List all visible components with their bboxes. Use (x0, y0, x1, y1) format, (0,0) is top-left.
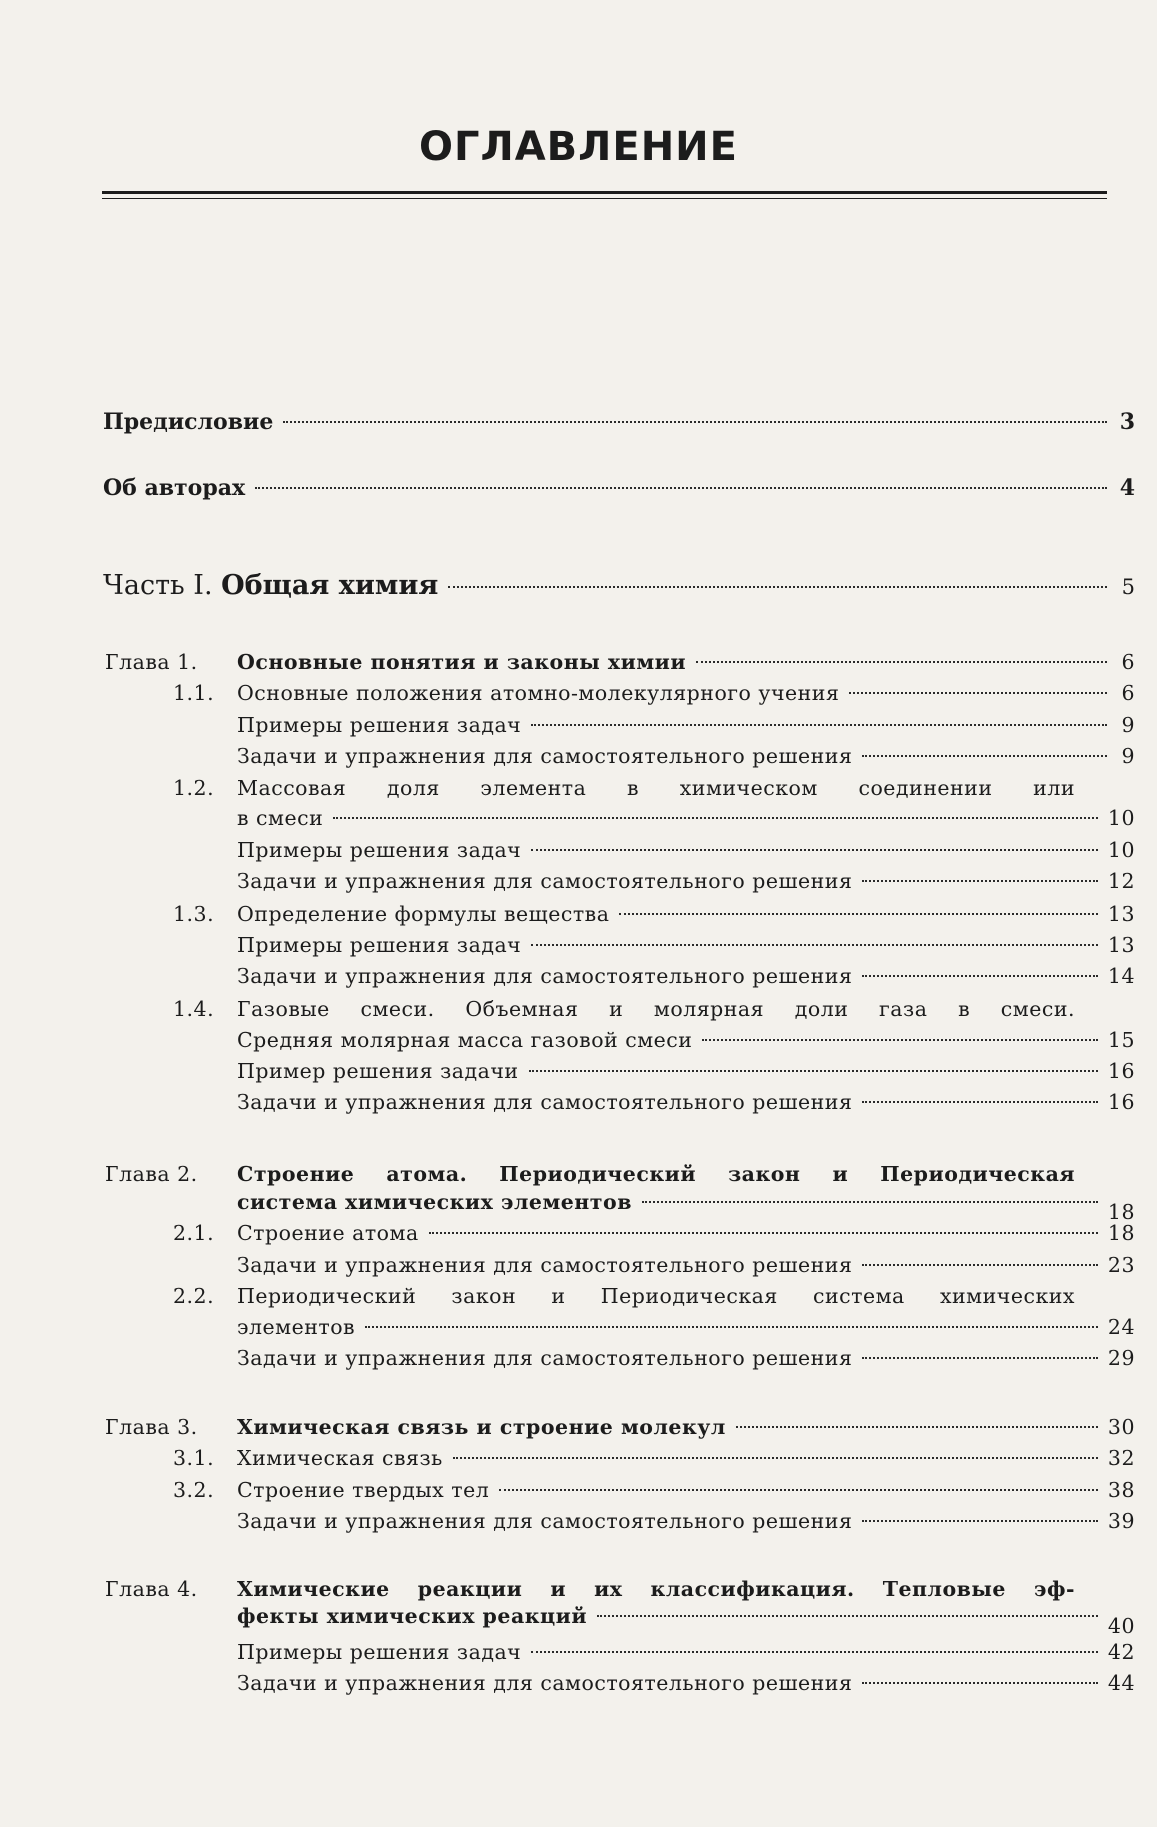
section-number-1-2: 1.2. (173, 776, 215, 800)
dot-leader (453, 1457, 1098, 1459)
section-title: Определение формулы вещества (237, 902, 610, 926)
entry-page: 44 (1107, 1671, 1135, 1695)
toc-section-3-2[interactable] (173, 1478, 1135, 1502)
dot-leader (255, 487, 1107, 489)
toc-entry-authors[interactable] (103, 475, 1135, 501)
chapter-label: Глава 1. (105, 650, 198, 674)
toc-entry-part-1[interactable] (103, 570, 1135, 601)
entry-page: 16 (1107, 1059, 1135, 1083)
toc-entry-4-tasks[interactable] (237, 1671, 1135, 1695)
section-title: Основные положения атомно-молекулярного учения (237, 681, 840, 705)
section-title-2-2-line1[interactable]: Периодический закон и Периодическая система химических (237, 1284, 1075, 1308)
toc-entry-1-2-examples[interactable] (237, 838, 1135, 862)
section-title: Строение атома (237, 1221, 419, 1245)
section-title-line2: Средняя молярная масса газовой смеси (237, 1028, 693, 1052)
toc-chapter-4[interactable] (237, 1604, 1135, 1638)
entry-page: 3 (1119, 409, 1135, 435)
toc-chapter-1[interactable] (105, 650, 1135, 674)
entry-label: Об авторах (103, 475, 246, 501)
dot-leader (642, 1201, 1098, 1203)
section-title-line2: в смеси (237, 806, 324, 830)
chapter-label-2: Глава 2. (105, 1162, 198, 1186)
toc-entry-1-1-tasks[interactable] (237, 744, 1135, 768)
section-title: Строение твердых тел (237, 1478, 490, 1502)
entry-page: 24 (1107, 1315, 1135, 1339)
section-title-1-2-line1[interactable]: Массовая доля элемента в химическом соединении или (237, 776, 1075, 800)
section-number-1-4: 1.4. (173, 997, 215, 1021)
entry-page: 4 (1119, 475, 1135, 501)
dot-leader (862, 975, 1098, 977)
entry-page: 23 (1107, 1253, 1135, 1277)
dot-leader (365, 1326, 1098, 1328)
toc-section-2-1[interactable] (173, 1221, 1135, 1245)
entry-page: 13 (1107, 902, 1135, 926)
entry-label: Примеры решения задач (237, 838, 522, 862)
toc-entry-1-1-examples[interactable] (237, 713, 1135, 737)
dot-leader (531, 724, 1107, 726)
section-title: Химическая связь (237, 1446, 443, 1470)
entry-label: Задачи и упражнения для самостоятельного решения (237, 1090, 853, 1114)
toc-chapter-2[interactable] (237, 1190, 1135, 1224)
toc-section-1-4[interactable] (237, 1028, 1135, 1052)
chapter-title-line2: система химических элементов (237, 1190, 632, 1214)
toc-entry-3-2-tasks[interactable] (237, 1509, 1135, 1533)
entry-page: 5 (1121, 575, 1135, 599)
section-number: 1.1. (173, 681, 215, 705)
chapter-title: Химическая связь и строение молекул (237, 1415, 726, 1439)
dot-leader (862, 1520, 1098, 1522)
dot-leader (448, 586, 1107, 588)
entry-label: Задачи и упражнения для самостоятельного решения (237, 1346, 853, 1370)
entry-page: 18 (1107, 1200, 1135, 1224)
toc-chapter-3[interactable] (105, 1415, 1135, 1439)
entry-label: Задачи и упражнения для самостоятельного решения (237, 1253, 853, 1277)
dot-leader (531, 1651, 1098, 1653)
toc-entry-4-examples[interactable] (237, 1640, 1135, 1664)
title-rule-thick (102, 191, 1107, 194)
dot-leader (862, 1682, 1098, 1684)
entry-page: 9 (1121, 744, 1135, 768)
chapter-title-2-line1[interactable]: Строение атома. Периодический закон и Периодическая (237, 1162, 1075, 1186)
chapter-label-4: Глава 4. (105, 1577, 198, 1601)
entry-page: 15 (1107, 1028, 1135, 1052)
entry-page: 9 (1121, 713, 1135, 737)
entry-page: 38 (1107, 1478, 1135, 1502)
dot-leader (849, 692, 1107, 694)
entry-page: 32 (1107, 1446, 1135, 1470)
entry-page: 10 (1107, 806, 1135, 830)
entry-page: 42 (1107, 1640, 1135, 1664)
section-number: 3.2. (173, 1478, 215, 1502)
entry-page: 39 (1107, 1509, 1135, 1533)
dot-leader (531, 944, 1098, 946)
entry-label: Примеры решения задач (237, 713, 522, 737)
dot-leader (529, 1070, 1098, 1072)
chapter-title-line2: фекты химических реакций (237, 1604, 588, 1628)
section-title-line2: элементов (237, 1315, 356, 1339)
toc-entry-1-4-example[interactable] (237, 1059, 1135, 1083)
dot-leader (333, 817, 1098, 819)
entry-label: Примеры решения задач (237, 1640, 522, 1664)
toc-section-1-3[interactable] (173, 902, 1135, 926)
entry-page: 16 (1107, 1090, 1135, 1114)
entry-label: Примеры решения задач (237, 933, 522, 957)
dot-leader (283, 421, 1107, 423)
section-number-2-2: 2.2. (173, 1284, 215, 1308)
entry-page: 29 (1107, 1346, 1135, 1370)
dot-leader (862, 1101, 1098, 1103)
dot-leader (531, 849, 1098, 851)
entry-page: 14 (1107, 964, 1135, 988)
chapter-label: Глава 3. (105, 1415, 198, 1439)
dot-leader (597, 1615, 1098, 1617)
toc-entry-1-3-tasks[interactable] (237, 964, 1135, 988)
dot-leader (862, 1264, 1098, 1266)
title-rule-thin (102, 198, 1107, 199)
dot-leader (862, 1357, 1098, 1359)
toc-entry-preface[interactable] (103, 409, 1135, 435)
entry-page: 6 (1121, 681, 1135, 705)
toc-entry-1-2-tasks[interactable] (237, 869, 1135, 893)
section-title-1-4-line1[interactable]: Газовые смеси. Объемная и молярная доли газа в смеси. (237, 997, 1075, 1021)
toc-entry-1-4-tasks[interactable] (237, 1090, 1135, 1114)
toc-entry-2-1-tasks[interactable] (237, 1253, 1135, 1277)
entry-page: 40 (1107, 1614, 1135, 1638)
entry-page: 12 (1107, 869, 1135, 893)
entry-page: 10 (1107, 838, 1135, 862)
entry-label: Задачи и упражнения для самостоятельного решения (237, 1509, 853, 1533)
entry-label: Задачи и упражнения для самостоятельного решения (237, 1671, 853, 1695)
section-number: 2.1. (173, 1221, 215, 1245)
toc-entry-1-3-examples[interactable] (237, 933, 1135, 957)
dot-leader (619, 913, 1097, 915)
page-title: ОГЛАВЛЕНИЕ (419, 124, 738, 170)
chapter-title-4-line1[interactable]: Химические реакции и их классификация. Тепловые эф- (237, 1577, 1075, 1601)
dot-leader (429, 1232, 1098, 1234)
chapter-title: Основные понятия и законы химии (237, 650, 687, 674)
entry-label: Предисловие (103, 409, 274, 435)
section-number: 1.3. (173, 902, 215, 926)
toc-section-1-1[interactable] (173, 681, 1135, 705)
section-number: 3.1. (173, 1446, 215, 1470)
dot-leader (702, 1039, 1097, 1041)
entry-label: Задачи и упражнения для самостоятельного решения (237, 964, 853, 988)
toc-entry-2-2-tasks[interactable] (237, 1346, 1135, 1370)
toc-section-3-1[interactable] (173, 1446, 1135, 1470)
entry-page: 13 (1107, 933, 1135, 957)
entry-label: Задачи и упражнения для самостоятельного решения (237, 869, 853, 893)
entry-page: 30 (1107, 1415, 1135, 1439)
dot-leader (862, 755, 1107, 757)
dot-leader (862, 880, 1098, 882)
part-name: Общая химия (221, 570, 439, 601)
dot-leader (696, 661, 1107, 663)
dot-leader (736, 1426, 1098, 1428)
toc-section-1-2[interactable] (237, 806, 1135, 830)
entry-page: 6 (1121, 650, 1135, 674)
dot-leader (499, 1489, 1098, 1491)
entry-label: Задачи и упражнения для самостоятельного решения (237, 744, 853, 768)
toc-section-2-2[interactable] (237, 1315, 1135, 1339)
entry-page: 18 (1107, 1221, 1135, 1245)
entry-label: Пример решения задачи (237, 1059, 519, 1083)
part-prefix: Часть I. (103, 570, 213, 601)
